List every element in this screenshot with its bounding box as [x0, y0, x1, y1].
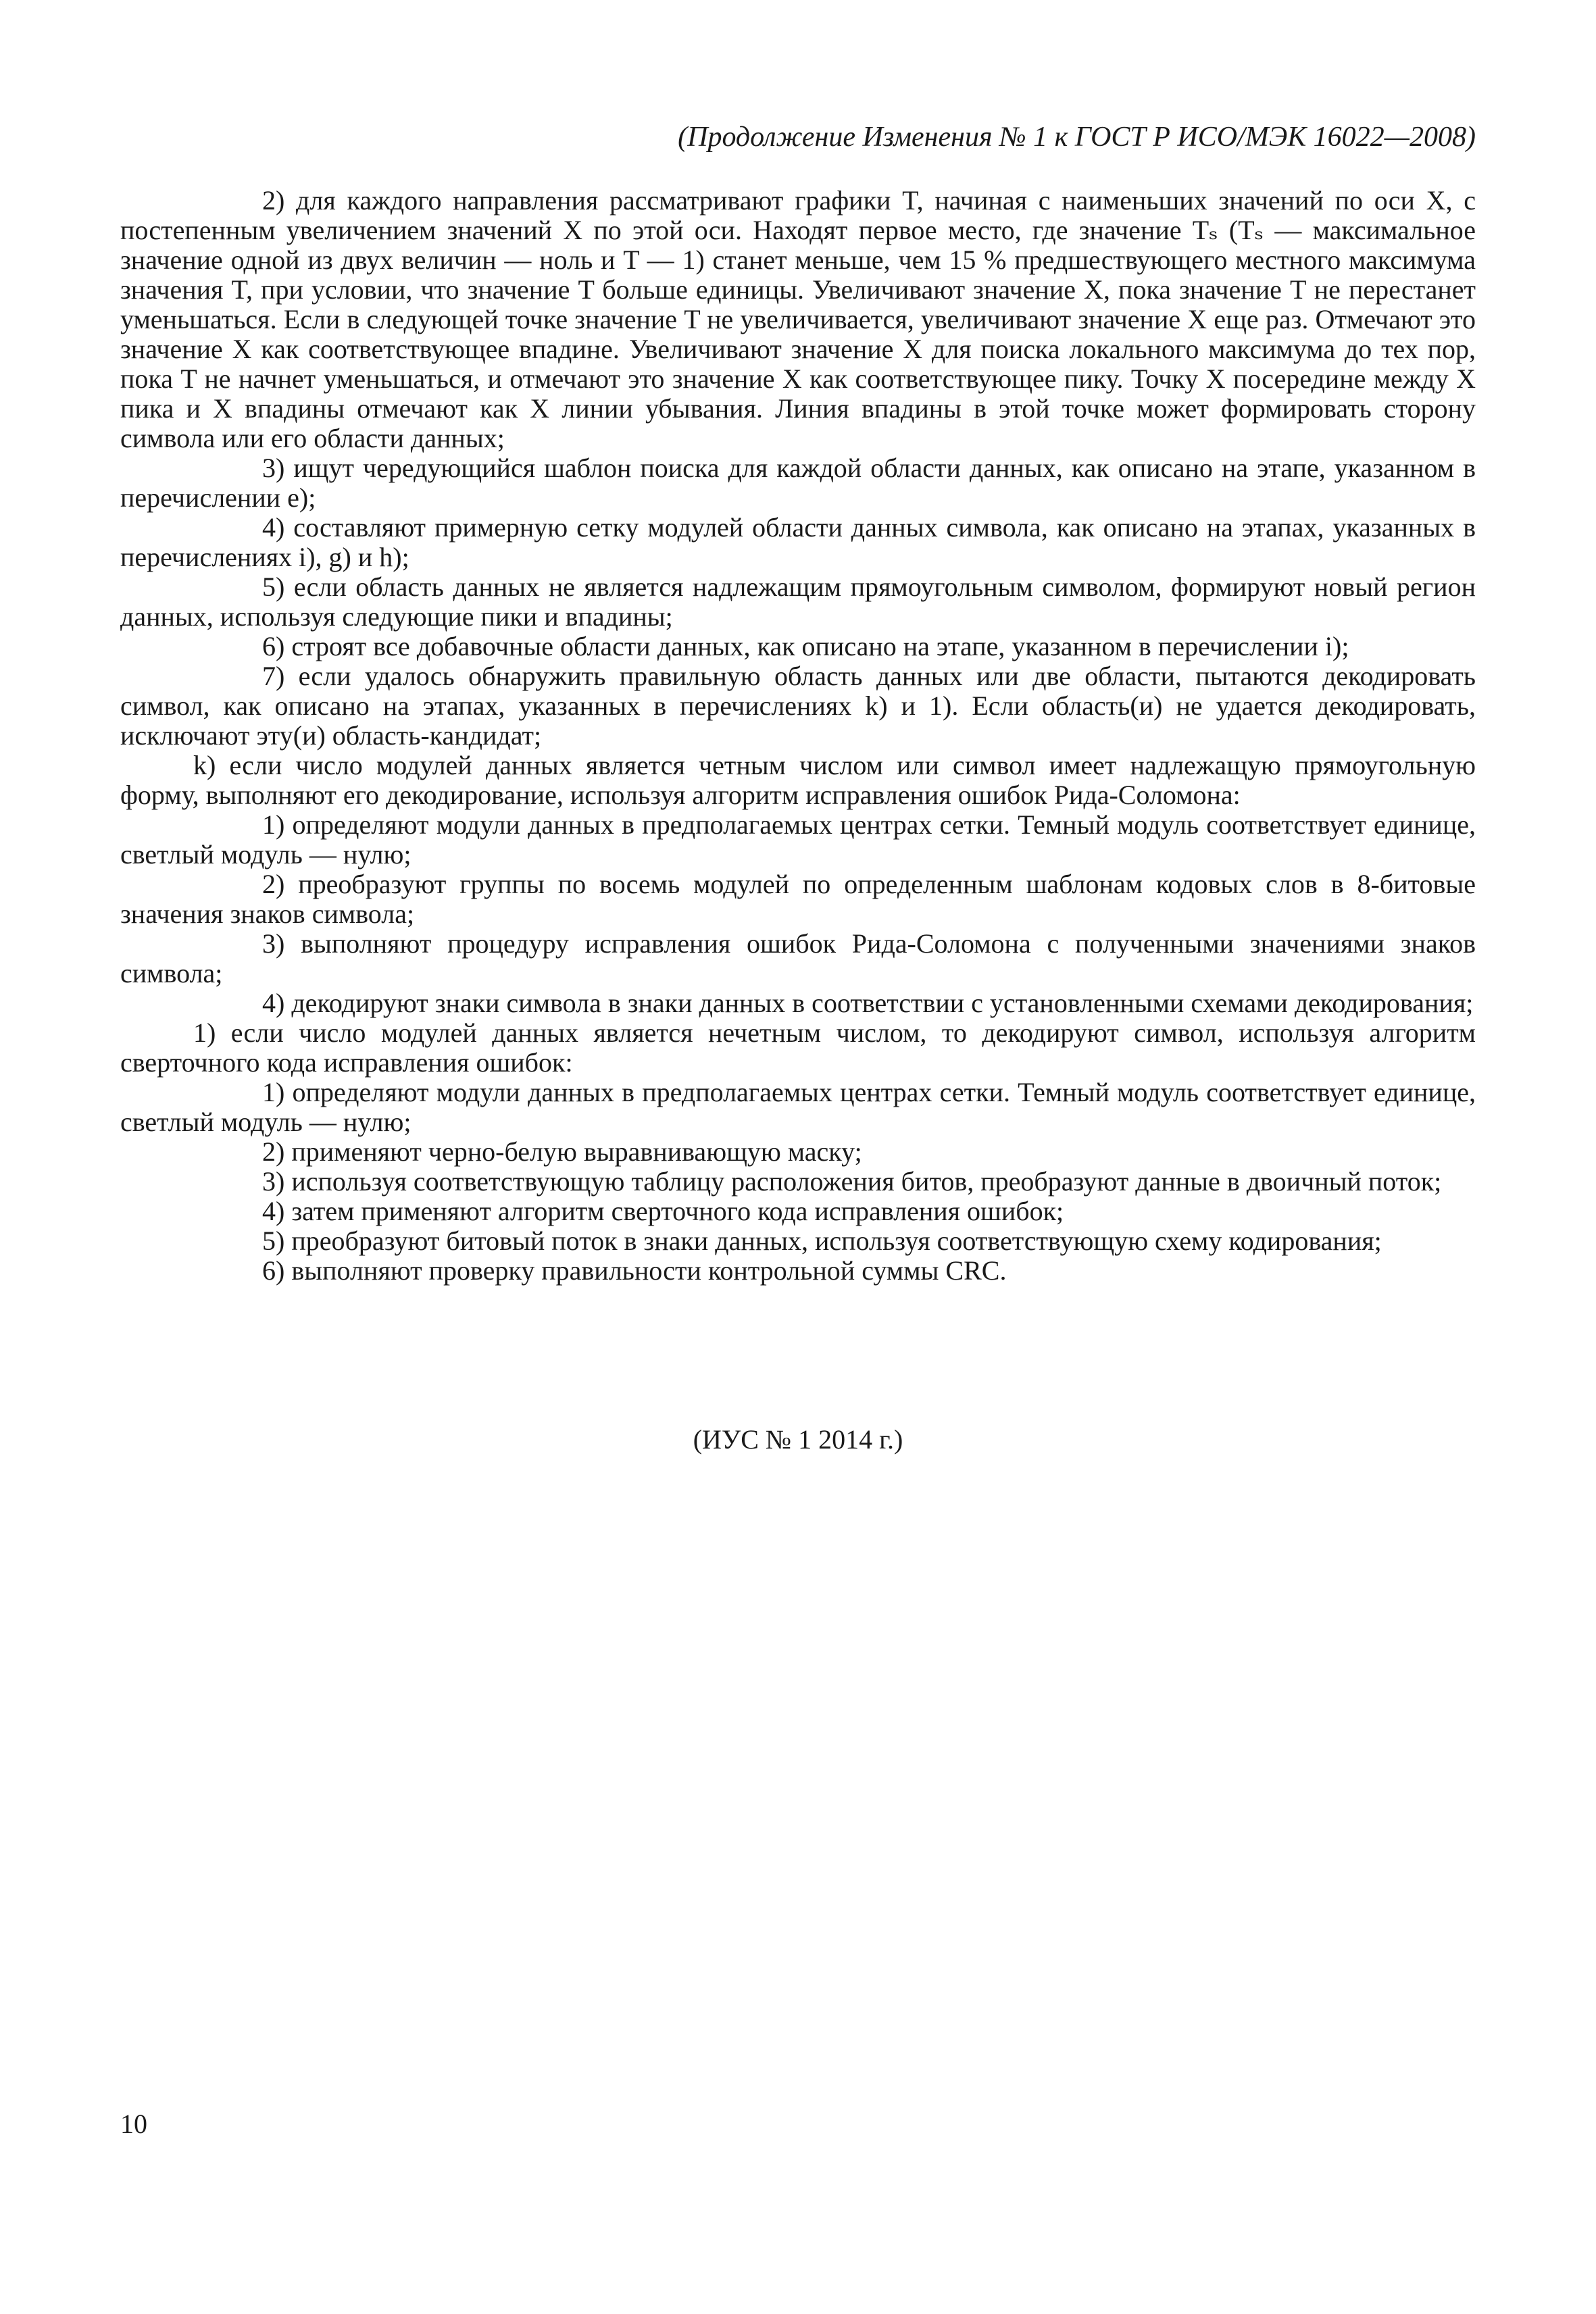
l-step-3: 3) используя соответствующую таблицу расположения битов, преобразуют данные в двоичный поток;: [262, 1166, 1442, 1197]
k-step-4: 4) декодируют знаки символа в знаки данных в соответствии с установленными схемами декодирования;: [262, 988, 1474, 1018]
ius-reference: (ИУС № 1 2014 г.): [693, 1424, 903, 1455]
paragraph-3-search-pattern: 3) ищут чередующийся шаблон поиска для каждой области данных, как описано на этапе, указанном в перечислении e);: [120, 453, 1476, 513]
l-step-1: 1) определяют модули данных в предполагаемых центрах сетки. Темный модуль соответствует единице, светлый модуль — нулю;: [120, 1077, 1476, 1137]
k-step-3: 3) выполняют процедуру исправления ошибок Рида-Соломона с полученными значениями знаков символа;: [120, 928, 1476, 988]
k-step-1: 1) определяют модули данных в предполагаемых центрах сетки. Темный модуль соответствует единице, светлый модуль — нулю;: [120, 809, 1476, 870]
paragraph-2-direction-graphs: 2) для каждого направления рассматривают графики T, начиная с наименьших значений по оси X, с постепенным увеличением значений X по этой оси. Находят первое место, где значение Tₛ (Tₛ — максимальное значение одной из двух величин — ноль и T — 1) станет меньше, чем 15 % предшествующего местного максимума значения T, при условии, что значение T больше единицы. Увеличивают значение X, пока значение T не перестанет уменьшаться. Если в следующей точке значение T не увеличивается, увеличивают значение X еще раз. Отмечают это значение X как соответствующее впадине. Увеличивают значение X для поиска локального максимума до тех пор, пока T не начнет уменьшаться, и отмечают это значение X как соответствующее пику. Точку X посередине между X пика и X впадины отмечают как X линии убывания. Линия впадины в этой точке может формировать сторону символа или его области данных;: [120, 185, 1476, 453]
item-l-convolutional: 1) если число модулей данных является нечетным числом, то декодируют символ, используя алгоритм сверточного кода исправления ошибок:: [120, 1017, 1476, 1078]
paragraph-6-additional-areas: 6) строят все добавочные области данных, как описано на этапе, указанном в перечислении i);: [262, 631, 1349, 661]
paragraph-5-new-region: 5) если область данных не является надлежащим прямоугольным символом, формируют новый регион данных, используя следующие пики и впадины;: [120, 572, 1476, 632]
page-number: 10: [120, 2109, 147, 2139]
paragraph-4-module-grid: 4) составляют примерную сетку модулей области данных символа, как описано на этапах, указанных в перечислениях i), g) и h);: [120, 512, 1476, 572]
running-header: (Продолжение Изменения № 1 к ГОСТ Р ИСО/МЭК 16022—2008): [678, 122, 1476, 153]
k-step-2: 2) преобразуют группы по восемь модулей по определенным шаблонам кодовых слов в 8-битовые значения знаков символа;: [120, 869, 1476, 929]
item-k-reed-solomon: k) если число модулей данных является четным числом или символ имеет надлежащую прямоугольную форму, выполняют его декодирование, используя алгоритм исправления ошибок Рида-Соломона:: [120, 750, 1476, 810]
l-step-5: 5) преобразуют битовый поток в знаки данных, используя соответствующую схему кодирования;: [262, 1226, 1382, 1256]
l-step-4: 4) затем применяют алгоритм сверточного кода исправления ошибок;: [262, 1196, 1064, 1226]
document-body: [120, 186, 1476, 1286]
paragraph-7-decode-attempt: 7) если удалось обнаружить правильную область данных или две области, пытаются декодировать символ, как описано на этапах, указанных в перечислениях k) и 1). Если область(и) не удается декодировать, исключают эту(и) область-кандидат;: [120, 661, 1476, 751]
l-step-6: 6) выполняют проверку правильности контрольной суммы CRC.: [262, 1255, 1007, 1286]
l-step-2: 2) применяют черно-белую выравнивающую маску;: [262, 1136, 862, 1167]
